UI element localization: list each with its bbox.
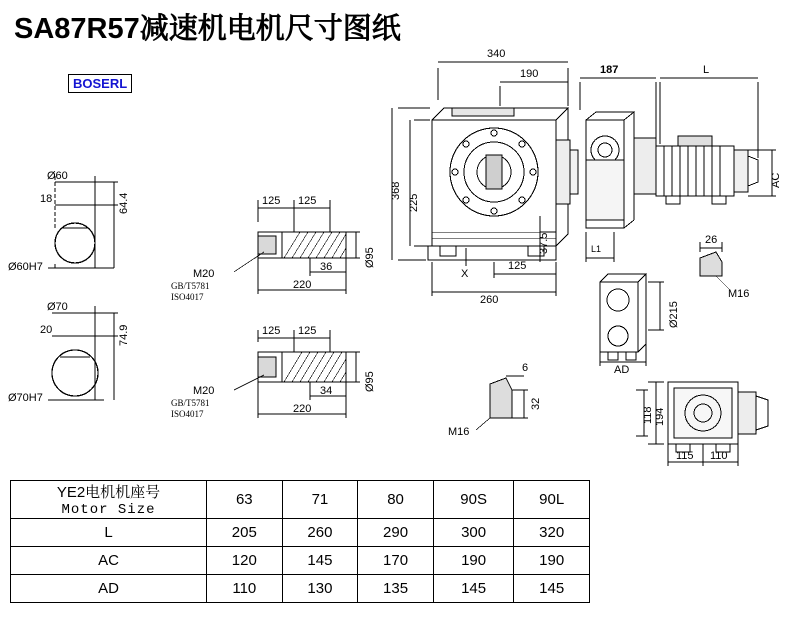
header-size-90l: 90L [514, 481, 590, 519]
cell-ac-80: 170 [358, 547, 434, 575]
dim-190: 190 [520, 68, 539, 80]
dim-32: 32 [530, 397, 542, 410]
header-size-63: 63 [207, 481, 283, 519]
dim-115: 115 [676, 450, 694, 462]
dim-L: L [703, 64, 710, 76]
cell-l-90s: 300 [433, 519, 513, 547]
dim-l-34: 34 [320, 385, 333, 397]
dim-m16-lower: M16 [448, 426, 470, 438]
dim-key18: 18 [40, 193, 53, 205]
dim-AC: AC [770, 172, 782, 188]
dim-u-m20: M20 [193, 268, 215, 280]
dim-AD: AD [614, 364, 630, 376]
dim-110: 110 [710, 450, 728, 462]
cell-l-90l: 320 [514, 519, 590, 547]
motor-assembly-view [586, 112, 758, 228]
cell-ad-63: 110 [207, 575, 283, 603]
cell-ad-90l: 145 [514, 575, 590, 603]
dim-bore60 [8, 261, 43, 273]
row-label-ac: AC [11, 547, 207, 575]
cell-l-80: 290 [358, 519, 434, 547]
flange-detail-view [600, 274, 664, 366]
dim-dia70: Ø70 [47, 301, 68, 313]
cell-ad-71: 130 [282, 575, 358, 603]
dim-m16-upper: M16 [728, 288, 750, 300]
dim-l-125a: 125 [262, 325, 281, 337]
dim-6: 6 [522, 362, 529, 374]
shaft-view-1 [48, 176, 118, 268]
cell-ac-63: 120 [207, 547, 283, 575]
dim-dia215: Ø215 [668, 301, 680, 328]
dim-194: 194 [654, 407, 666, 426]
brand-logo: BOSERL [68, 74, 132, 93]
dim-bore70: Ø70H7 [8, 392, 43, 404]
dim-l-125b: 125 [298, 325, 317, 337]
cell-ac-90l: 190 [514, 547, 590, 575]
dim-h64: 64.4 [118, 192, 130, 214]
dim-h74: 74.9 [118, 324, 130, 346]
table-header-row [11, 481, 590, 519]
motor-size-table [10, 480, 590, 603]
mark-X: X [461, 268, 469, 280]
header-size-71: 71 [282, 481, 358, 519]
dim-260: 260 [480, 294, 499, 306]
cell-ad-90s: 145 [433, 575, 513, 603]
header-name-cell [11, 481, 207, 519]
dim-bore60-text: Ø60H7 [8, 261, 43, 273]
key-detail-lower [476, 376, 528, 430]
cell-ac-71: 145 [282, 547, 358, 575]
table-row [11, 519, 590, 547]
dim-118: 118 [642, 406, 654, 424]
dim-l-m20: M20 [193, 385, 215, 397]
dim-u-220: 220 [293, 279, 312, 291]
std-u-iso: ISO4017 [171, 292, 204, 302]
dim-L1: L1 [591, 244, 602, 254]
dim-l-220: 220 [293, 403, 312, 415]
header-name-cn: YE2电机机座号 [56, 484, 161, 501]
dim-26: 26 [705, 234, 718, 246]
header-size-80: 80 [358, 481, 434, 519]
dim-u-dia95: Ø95 [364, 247, 376, 268]
shaft-view-2 [48, 306, 118, 400]
dim-key20: 20 [40, 324, 53, 336]
row-label-ad: AD [11, 575, 207, 603]
header-size-90s: 90S [433, 481, 513, 519]
dim-37-5: 37.5 [538, 232, 550, 254]
dim-u-125a: 125 [262, 195, 281, 207]
table-row [11, 547, 590, 575]
header-name-en: Motor Size [61, 502, 156, 518]
cell-ac-90s: 190 [433, 547, 513, 575]
dim-u-125b: 125 [298, 195, 317, 207]
cell-ad-80: 135 [358, 575, 434, 603]
row-label-l: L [11, 519, 207, 547]
dim-340: 340 [487, 48, 506, 60]
table-row [11, 575, 590, 603]
dim-125-base: 125 [508, 260, 527, 272]
std-u-gb: GB/T5781 [171, 281, 210, 291]
cell-l-63: 205 [207, 519, 283, 547]
std-l-gb: GB/T5781 [171, 398, 210, 408]
dim-368: 368 [390, 181, 402, 200]
dim-l-dia95: Ø95 [364, 371, 376, 392]
dim-u-36: 36 [320, 261, 333, 273]
main-gearbox-view [428, 108, 578, 260]
dim-187: 187 [600, 64, 619, 76]
std-l-iso: ISO4017 [171, 409, 204, 419]
dim-225: 225 [408, 193, 420, 212]
dim-dia60: Ø60 [47, 170, 68, 182]
cell-l-71: 260 [282, 519, 358, 547]
page-title: SA87R57减速机电机尺寸图纸 [14, 13, 401, 45]
key-detail-upper [700, 242, 730, 290]
